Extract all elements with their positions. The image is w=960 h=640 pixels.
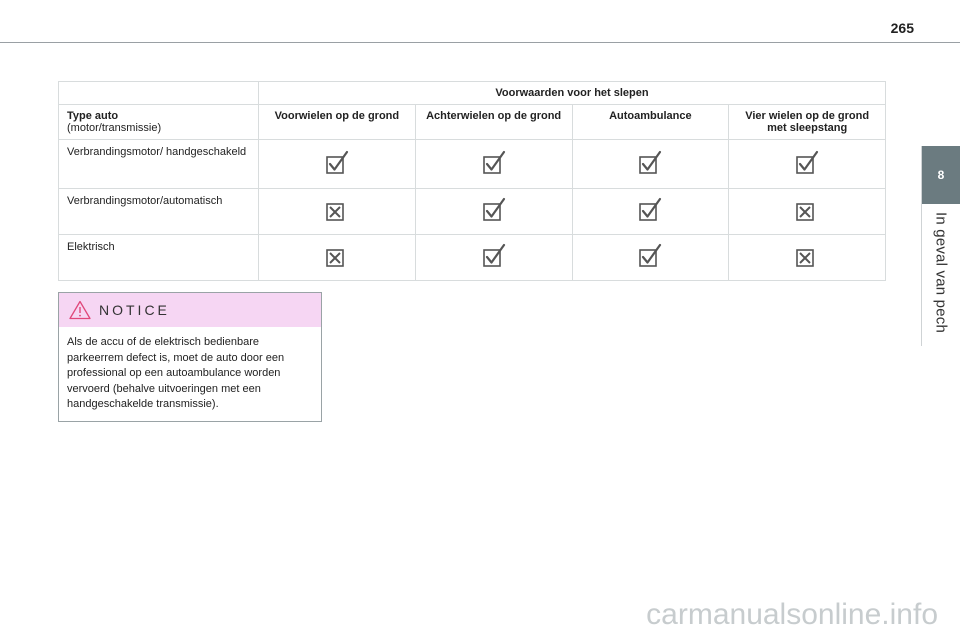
checkmark-box-icon xyxy=(637,197,663,223)
table-row xyxy=(59,140,886,189)
group-header: Voorwaarden voor het slepen xyxy=(259,82,886,105)
type-label: Type auto xyxy=(67,110,119,122)
column-header: Achterwielen op de grond xyxy=(415,105,572,140)
row-label: Verbrandingsmotor/ handgeschakeld xyxy=(59,140,259,189)
table-group-header-row xyxy=(59,82,886,105)
column-header: Vier wielen op de grond met sleepstang xyxy=(729,105,886,140)
checkmark-box-icon xyxy=(481,150,507,176)
status-cell xyxy=(415,140,572,189)
status-cell xyxy=(259,189,416,235)
checkmark-box-icon xyxy=(481,197,507,223)
notice-box xyxy=(58,292,322,422)
empty-corner-cell xyxy=(59,82,259,105)
status-cell xyxy=(729,235,886,281)
warning-triangle-icon xyxy=(69,300,91,320)
cross-box-icon xyxy=(324,197,350,223)
status-cell xyxy=(259,235,416,281)
chapter-title-text: In geval van pech xyxy=(932,212,950,333)
cross-box-icon xyxy=(794,197,820,223)
checkmark-box-icon xyxy=(637,243,663,269)
row-label: Verbrandingsmotor/automatisch xyxy=(59,189,259,235)
type-sub-label: (motor/transmissie) xyxy=(67,122,162,134)
status-cell xyxy=(572,140,729,189)
table-row xyxy=(59,189,886,235)
cross-box-icon xyxy=(324,243,350,269)
status-cell xyxy=(729,189,886,235)
status-cell xyxy=(259,140,416,189)
notice-text: Als de accu of de elektrisch bedienbare parkeerrem defect is, moet de auto door een professional op een autoambulance worden vervoerd (behalve uitvoeringen met een handgeschakelde transmissie). xyxy=(67,336,285,410)
table-header-row xyxy=(59,105,886,140)
column-header: Autoambulance xyxy=(572,105,729,140)
checkmark-box-icon xyxy=(794,150,820,176)
type-header xyxy=(59,105,259,140)
chapter-title xyxy=(922,206,960,346)
column-header: Voorwielen op de grond xyxy=(259,105,416,140)
cross-box-icon xyxy=(794,243,820,269)
status-cell xyxy=(572,235,729,281)
status-cell xyxy=(415,235,572,281)
status-cell xyxy=(415,189,572,235)
checkmark-box-icon xyxy=(324,150,350,176)
chapter-tab: 8 xyxy=(922,146,960,204)
checkmark-box-icon xyxy=(637,150,663,176)
notice-header xyxy=(59,293,321,327)
page-number: 265 xyxy=(890,20,914,36)
towing-conditions-table xyxy=(58,81,886,281)
table-row xyxy=(59,235,886,281)
top-divider xyxy=(0,42,960,43)
row-label: Elektrisch xyxy=(59,235,259,281)
status-cell xyxy=(729,140,886,189)
notice-title: NOTICE xyxy=(99,302,170,318)
status-cell xyxy=(572,189,729,235)
watermark-text: carmanualsonline.info xyxy=(646,598,938,631)
checkmark-box-icon xyxy=(481,243,507,269)
